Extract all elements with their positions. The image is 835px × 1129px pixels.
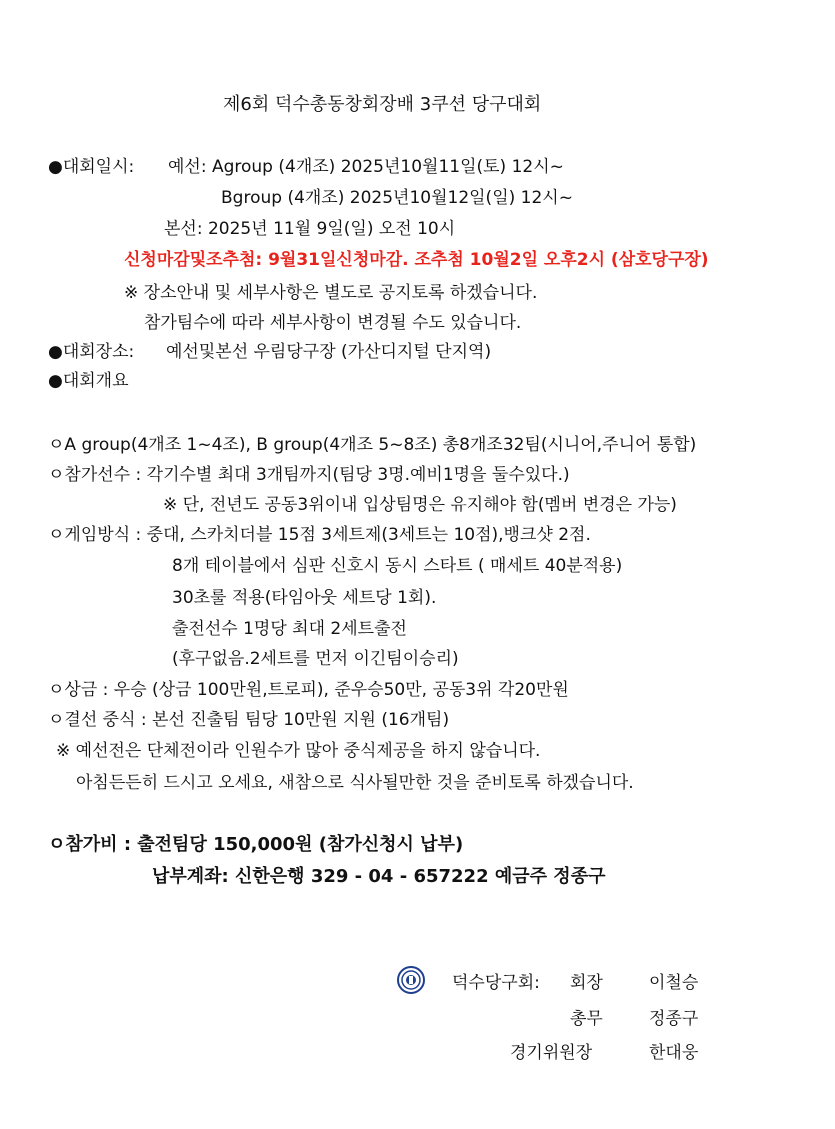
schedule-main: 본선: 2025년 11월 9일(일) 오전 10시 <box>164 219 456 239</box>
overview-lunch-note-2: 아침든든히 드시고 오세요, 새참으로 식사될만한 것을 준비토록 하겠습니다. <box>76 773 634 793</box>
overview-players-note: ※ 단, 전년도 공동3위이내 입상팀명은 유지해야 함(멤버 변경은 가능) <box>163 495 677 515</box>
fee-line: ㅇ참가비 : 출전팀당 150,000원 (참가신청시 납부) <box>48 834 464 855</box>
fee-account: 납부계좌: 신한은행 329 - 04 - 657222 예금주 정종구 <box>152 866 606 887</box>
schedule-label: ●대회일시: <box>48 157 135 177</box>
schedule-deadline: 신청마감및조추첨: 9월31일신청마감. 조추첨 10월2일 오후2시 (삼호당구장) <box>124 250 709 270</box>
page-title: 제6회 덕수총동창회장배 3쿠션 당구대회 <box>223 94 542 115</box>
schedule-note-1: ※ 장소안내 및 세부사항은 별도로 공지토록 하겠습니다. <box>124 283 538 303</box>
schedule-prelim-b: Bgroup (4개조) 2025년10월12일(일) 12시~ <box>221 188 573 208</box>
signature-name-committee: 한대웅 <box>649 1043 699 1063</box>
signature-role-committee: 경기위원장 <box>510 1043 593 1063</box>
overview-lunch-note: ※ 예선전은 단체전이라 인원수가 많아 중식제공을 하지 않습니다. <box>56 741 541 761</box>
venue-label: ●대회장소: <box>48 342 135 362</box>
signature-name-president: 이철승 <box>649 973 699 993</box>
overview-players: ㅇ참가선수 : 각기수별 최대 3개팀까지(팀당 3명.예비1명을 둘수있다.) <box>48 465 570 485</box>
signature-role-president: 회장 <box>570 973 603 993</box>
overview-label: ●대회개요 <box>48 371 129 391</box>
schedule-prelim-a: 예선: Agroup (4개조) 2025년10월11일(토) 12시~ <box>168 157 564 177</box>
overview-game-rules: ㅇ게임방식 : 중대, 스카치더블 15점 3세트제(3세트는 10점),뱅크샷 2점. <box>48 525 591 545</box>
overview-prize: ㅇ상금 : 우승 (상금 100만원,트로피), 준우승50만, 공동3위 각20만원 <box>48 680 569 700</box>
overview-game-rules-5: (후구없음.2세트를 먼저 이긴팀이승리) <box>172 649 459 669</box>
overview-lunch: ㅇ결선 중식 : 본선 진출팀 팀당 10만원 지원 (16개팀) <box>48 710 450 730</box>
overview-game-rules-4: 출전선수 1명당 최대 2세트출전 <box>172 619 407 639</box>
signature-org: 덕수당구회: <box>452 973 540 993</box>
signature-name-secretary: 정종구 <box>649 1009 699 1029</box>
overview-groups: ㅇA group(4개조 1~4조), B group(4개조 5~8조) 총8개조32팀(시니어,주니어 통합) <box>48 435 697 455</box>
overview-game-rules-2: 8개 테이블에서 심판 신호시 동시 스타트 ( 매세트 40분적용) <box>172 556 623 576</box>
signature-role-secretary: 총무 <box>570 1009 603 1029</box>
venue-value: 예선및본선 우림당구장 (가산디지털 단지역) <box>166 342 492 362</box>
club-seal-icon <box>397 966 425 994</box>
schedule-note-2: 참가팀수에 따라 세부사항이 변경될 수도 있습니다. <box>144 313 522 333</box>
overview-game-rules-3: 30초룰 적용(타임아웃 세트당 1회). <box>172 588 437 608</box>
